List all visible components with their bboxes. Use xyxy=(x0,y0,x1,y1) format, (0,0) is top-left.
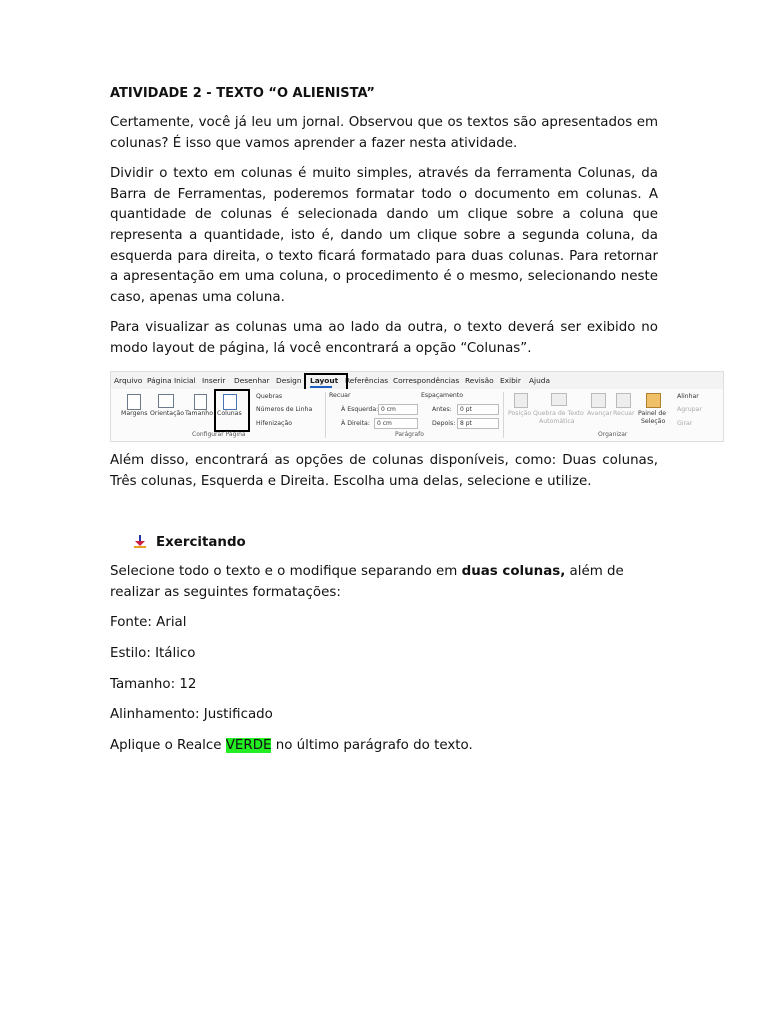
document-page xyxy=(110,86,658,370)
selection-pane-icon xyxy=(646,393,661,408)
paragraph-2: Dividir o texto em colunas é muito simples, através da ferramenta Colunas, da Barra de Ferramentas, poderemos formatar todo o documento em colunas. A quantidade de colunas é selecionada dando um clique sobre a coluna que representa a quantidade, isto é, dando um clique sobre a segunda coluna, da esquerda para direita, o texto ficará formatado para duas colunas. Para retornar a apresentação em uma coluna, o procedimento é o mesmo, selecionando neste caso, apenas uma coluna. xyxy=(110,166,658,305)
tab-inserir: Inserir xyxy=(202,376,226,385)
paragraph-1: Certamente, você já leu um jornal. Observou que os textos são apresentados em colunas? É isso que vamos aprender a fazer nesta atividade. xyxy=(110,115,658,151)
colunas-label: Colunas xyxy=(217,410,242,417)
tab-correspondencias: Correspondências xyxy=(393,376,460,385)
automatica-label: Automática xyxy=(539,418,575,425)
tab-referencias: Referências xyxy=(345,376,389,385)
recuar2-label: Recuar xyxy=(613,410,635,417)
paragraph-3: Para visualizar as colunas uma ao lado da outra, o texto deverá ser exibido no modo layout de página, lá você encontrará a opção “Colunas”. xyxy=(110,320,658,356)
painel-label: Painel de xyxy=(638,410,667,417)
tab-desenhar: Desenhar xyxy=(234,376,270,385)
quebras-label: Quebras xyxy=(256,393,283,400)
tab-exibir: Exibir xyxy=(500,376,521,385)
quebra-texto-label: Quebra de Texto xyxy=(533,410,584,417)
orientation-icon xyxy=(158,394,174,408)
size-line: Tamanho: 12 xyxy=(110,676,197,692)
espacamento-label: Espaçamento xyxy=(421,392,464,399)
tab-design: Design xyxy=(276,376,302,385)
paragraph-6-end: no último parágrafo do texto. xyxy=(271,737,473,753)
tab-arquivo: Arquivo xyxy=(114,376,143,385)
posicao-label: Posição xyxy=(508,410,532,417)
tab-layout: Layout xyxy=(310,376,339,385)
tamanho-label: Tamanho xyxy=(185,410,213,417)
bullet-exercitando xyxy=(132,532,658,552)
highlight-verde: VERDE xyxy=(225,737,272,753)
margens-label: Margens xyxy=(121,410,148,417)
paragraph-5-start: Selecione todo o texto e o modifique separando em xyxy=(110,564,462,580)
ribbon-screenshot xyxy=(110,371,724,442)
girar-label: Girar xyxy=(677,420,693,427)
orientacao-label: Orientação xyxy=(150,410,185,417)
spacer xyxy=(110,502,658,532)
paragraph-4: Além disso, encontrará as opções de colunas disponíveis, como: Duas colunas, Três colunas, Esquerda e Direita. Escolha uma delas, selecione e utilize. xyxy=(110,453,658,489)
align-line: Alinhamento: Justificado xyxy=(110,707,273,723)
hifenizacao-label: Hifenização xyxy=(256,420,293,427)
send-backward-icon xyxy=(616,393,631,408)
esquerda-field[interactable]: 0 cm xyxy=(378,404,418,415)
direita-field[interactable]: 0 cm xyxy=(374,418,418,429)
paragraph-5 xyxy=(110,562,658,603)
selecao-label: Seleção xyxy=(641,418,666,425)
esquerda-label: À Esquerda: xyxy=(341,406,379,413)
margins-icon xyxy=(127,394,141,410)
alinhar-label: Alinhar xyxy=(677,393,699,400)
group-separator xyxy=(325,392,326,438)
avancar-label: Avançar xyxy=(587,410,612,417)
configurar-group-label: Configurar Página xyxy=(192,431,246,438)
recuar-label: Recuar xyxy=(329,392,351,399)
tab-ajuda: Ajuda xyxy=(529,376,551,385)
paragraph-6-start: Aplique o Realce xyxy=(110,737,226,753)
document-title: ATIVIDADE 2 - TEXTO “O ALIENISTA” xyxy=(110,86,375,101)
position-icon xyxy=(514,393,528,408)
tab-pagina-inicial: Página Inicial xyxy=(147,376,196,385)
arrow-bullet-icon xyxy=(132,534,148,550)
paragraph-6 xyxy=(110,736,658,757)
group-separator xyxy=(503,392,504,438)
ribbon-tabs xyxy=(111,372,723,389)
wrap-text-icon xyxy=(551,393,567,406)
paragraph-5-bold: duas colunas, xyxy=(461,564,566,580)
paragraph-5-end: além de realizar as seguintes formatações: xyxy=(110,564,624,600)
numeros-label: Números de Linha xyxy=(256,406,313,413)
columns-highlight-box xyxy=(214,389,250,432)
direita-label: À Direita: xyxy=(341,420,370,427)
document-page-continued xyxy=(110,451,658,766)
size-icon xyxy=(194,394,207,410)
paragrafo-group-label: Parágrafo xyxy=(395,431,424,438)
antes-field[interactable]: 0 pt xyxy=(457,404,499,415)
depois-label: Depois: xyxy=(432,420,456,427)
font-line: Fonte: Arial xyxy=(110,615,187,631)
bring-forward-icon xyxy=(591,393,606,408)
agrupar-label: Agrupar xyxy=(677,406,702,413)
organizar-group-label: Organizar xyxy=(598,431,628,438)
style-line: Estilo: Itálico xyxy=(110,645,196,661)
depois-field[interactable]: 8 pt xyxy=(457,418,499,429)
antes-label: Antes: xyxy=(432,406,452,413)
tab-revisao: Revisão xyxy=(465,376,494,385)
bullet-label: Exercitando xyxy=(156,534,246,550)
